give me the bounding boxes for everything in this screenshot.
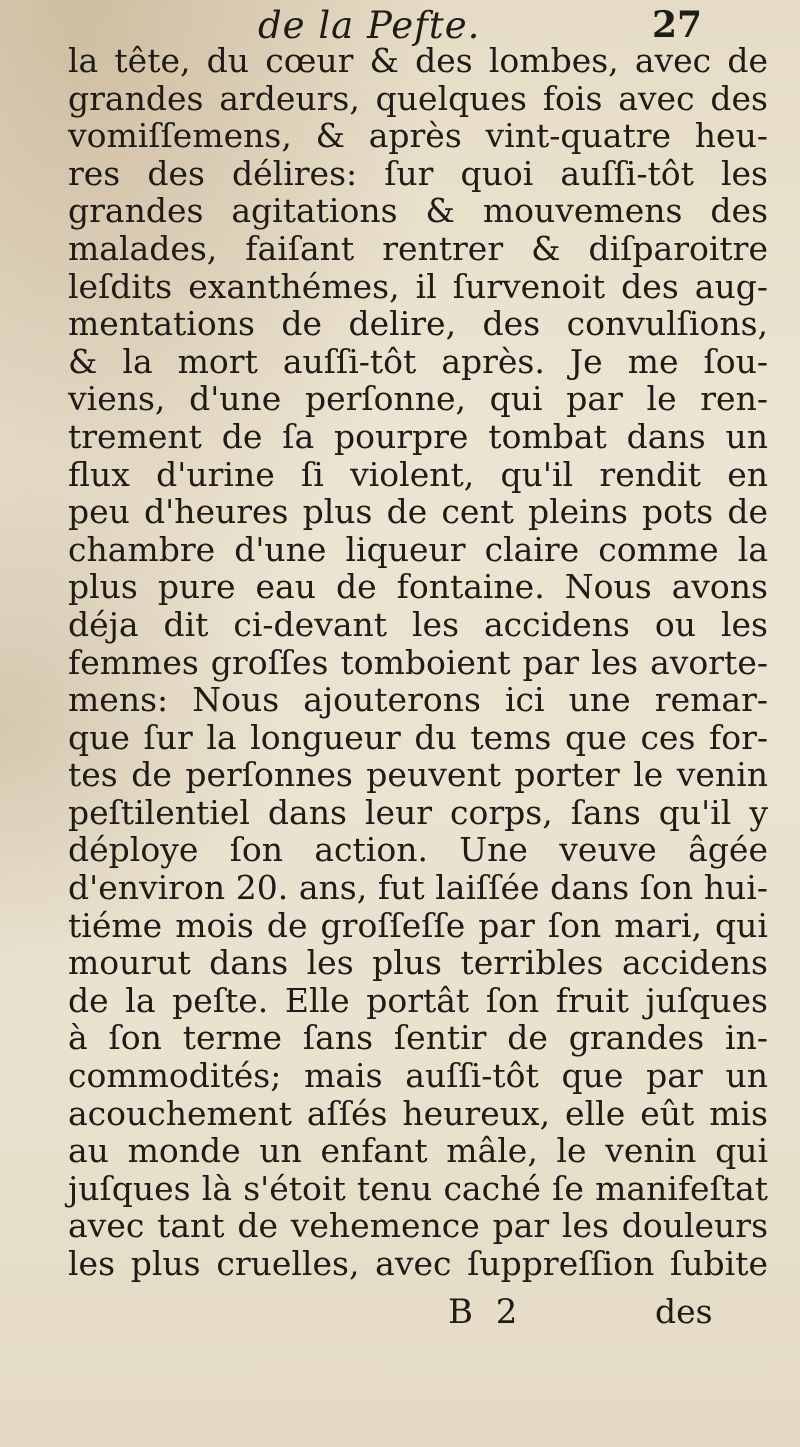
- text-line: avec tant de vehemence par les douleurs: [68, 1206, 768, 1246]
- text-line: chambre d'une liqueur claire comme la: [68, 529, 768, 569]
- text-line: vomiſſemens, & après vint-quatre heu-: [68, 116, 768, 156]
- text-line: mourut dans les plus terribles accidens: [68, 943, 768, 983]
- text-line: que ſur la longueur du tems que ces for-: [68, 717, 768, 757]
- text-line: femmes groſſes tomboient par les avorte-: [68, 642, 768, 682]
- text-line: de la peſte. Elle portât ſon fruit juſques: [68, 980, 768, 1020]
- signature-mark: B 2: [448, 1292, 524, 1332]
- text-line: au monde un enfant mâle, le venin qui: [68, 1131, 768, 1171]
- text-line: tes de perſonnes peuvent porter le venin: [68, 755, 768, 795]
- text-line: les plus cruelles, avec ſuppreſſion ſubite: [68, 1244, 768, 1283]
- text-line: déploye ſon action. Une veuve âgée: [68, 830, 768, 870]
- text-line: acouchement aſſés heureux, elle eût mis: [68, 1093, 768, 1133]
- text-line: grandes agitations & mouvemens des: [68, 191, 768, 231]
- text-line: plus pure eau de fontaine. Nous avons: [68, 567, 768, 607]
- text-line: d'environ 20. ans, fut laiſſée dans ſon hui-: [68, 868, 768, 908]
- text-line: viens, d'une perſonne, qui par le ren-: [68, 379, 768, 419]
- text-line: la tête, du cœur & des lombes, avec de: [68, 41, 768, 80]
- text-line: res des délires: ſur quoi auſſi-tôt les: [68, 153, 768, 193]
- text-line: tiéme mois de groſſeſſe par ſon mari, qui: [68, 905, 768, 945]
- text-line: grandes ardeurs, quelques fois avec des: [68, 78, 768, 118]
- text-line: déja dit ci-devant les accidens ou les: [68, 604, 768, 644]
- text-line: mentations de delire, des convulſions,: [68, 304, 768, 344]
- text-line: & la mort auſſi-tôt après. Je me ſou-: [68, 341, 768, 381]
- page-footer: [0, 1292, 800, 1336]
- page-number: 27: [652, 4, 703, 46]
- text-line: flux d'urine ſi violent, qu'il rendit en: [68, 454, 768, 494]
- running-title: de la Pefte.: [258, 4, 481, 47]
- catchword: des: [655, 1292, 713, 1331]
- text-line: à ſon terme ſans ſentir de grandes in-: [68, 1018, 768, 1058]
- text-line: juſques là s'étoit tenu caché ſe manifeſtat: [68, 1168, 768, 1208]
- text-line: mens: Nous ajouterons ici une remar-: [68, 680, 768, 720]
- text-line: peſtilentiel dans leur corps, ſans qu'il y: [68, 792, 768, 832]
- text-line: malades, faiſant rentrer & diſparoitre: [68, 228, 768, 268]
- text-line: leſdits exanthémes, il ſurvenoit des aug-: [68, 266, 768, 306]
- body-text: [68, 42, 768, 1283]
- text-line: trement de ſa pourpre tombat dans un: [68, 416, 768, 456]
- text-line: peu d'heures plus de cent pleins pots de: [68, 492, 768, 532]
- text-line: commodités; mais auſſi-tôt que par un: [68, 1056, 768, 1096]
